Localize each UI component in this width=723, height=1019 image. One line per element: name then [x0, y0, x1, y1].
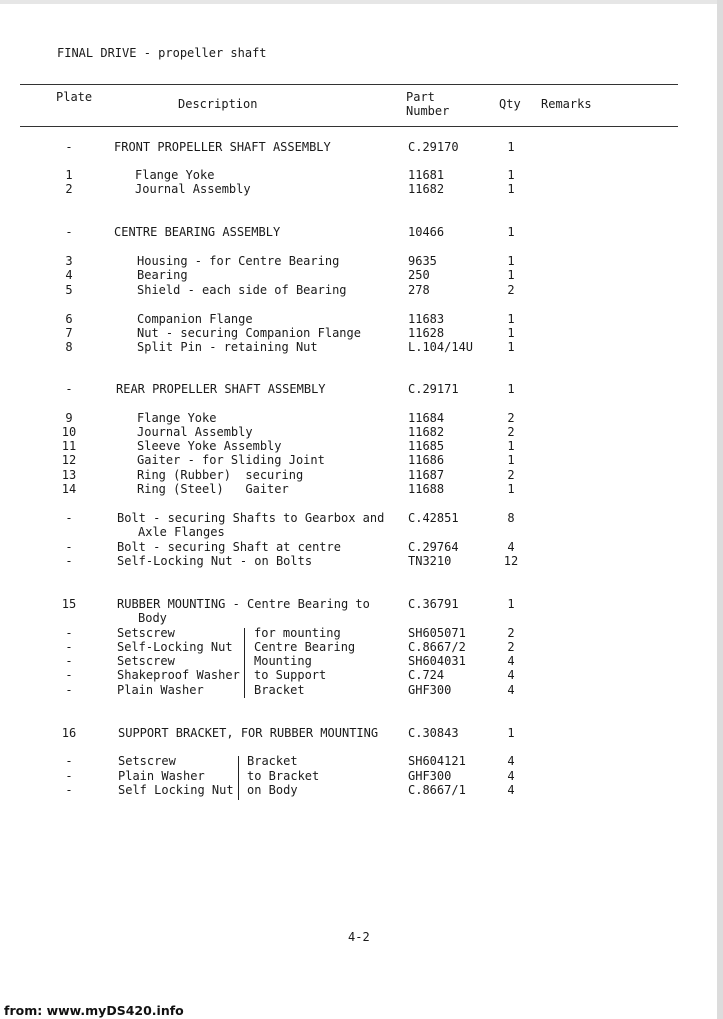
qty-cell: 4: [507, 668, 515, 682]
part-number-cell: 250: [408, 268, 430, 282]
qty-cell: 1: [507, 182, 515, 196]
description-cell: Self-Locking Nut - on Bolts: [117, 554, 313, 568]
description-cell: Housing - for Centre Bearing: [137, 254, 340, 268]
part-number-cell: 11682: [408, 182, 445, 196]
qty-cell: 1: [507, 382, 515, 396]
plate-cell: -: [65, 140, 73, 154]
part-number-cell: 11628: [408, 326, 445, 340]
plate-cell: -: [65, 668, 73, 682]
description-cell: Sleeve Yoke Assembly: [137, 439, 282, 453]
part-number-cell: SH605071: [408, 626, 466, 640]
part-number-cell: GHF300: [408, 769, 452, 783]
header-qty: Qty: [499, 97, 521, 111]
description-cell: Bolt - securing Shafts to Gearbox and: [117, 511, 385, 525]
part-number-cell: 11681: [408, 168, 445, 182]
plate-cell: 1: [65, 168, 73, 182]
qty-cell: 1: [507, 225, 515, 239]
plate-cell: -: [65, 654, 73, 668]
plate-cell: 8: [65, 340, 73, 354]
part-number-cell: L.104/14U: [408, 340, 474, 354]
page-number: 4-2: [348, 930, 370, 944]
description-cell: Setscrew: [118, 754, 176, 768]
plate-cell: 9: [65, 411, 73, 425]
group-note-cell: Bracket: [254, 683, 305, 697]
plate-cell: 11: [61, 439, 77, 453]
qty-cell: 2: [507, 283, 515, 297]
part-number-cell: C.30843: [408, 726, 459, 740]
group-bracket-line: [244, 628, 245, 698]
qty-cell: 1: [507, 140, 515, 154]
description-cell: REAR PROPELLER SHAFT ASSEMBLY: [116, 382, 326, 396]
plate-cell: -: [65, 554, 73, 568]
group-note-cell: to Bracket: [247, 769, 320, 783]
qty-cell: 1: [507, 597, 515, 611]
plate-cell: -: [65, 683, 73, 697]
qty-cell: 1: [507, 326, 515, 340]
plate-cell: -: [65, 626, 73, 640]
qty-cell: 4: [507, 683, 515, 697]
part-number-cell: C.29764: [408, 540, 459, 554]
header-plate: Plate: [56, 90, 93, 104]
qty-cell: 1: [507, 254, 515, 268]
part-number-cell: 11683: [408, 312, 445, 326]
part-number-cell: 10466: [408, 225, 445, 239]
plate-cell: 14: [61, 482, 77, 496]
description-cell: Plain Washer: [117, 683, 204, 697]
description-cell: Gaiter - for Sliding Joint: [137, 453, 325, 467]
plate-cell: 3: [65, 254, 73, 268]
part-number-cell: 11682: [408, 425, 445, 439]
group-note-cell: Mounting: [254, 654, 312, 668]
description-cell: Journal Assembly: [135, 182, 251, 196]
part-number-cell: GHF300: [408, 683, 452, 697]
description-cell: Split Pin - retaining Nut: [137, 340, 318, 354]
part-number-cell: SH604031: [408, 654, 466, 668]
group-note-cell: for mounting: [254, 626, 341, 640]
header-remarks: Remarks: [541, 97, 592, 111]
description-cell: Journal Assembly: [137, 425, 253, 439]
description-cell: Companion Flange: [137, 312, 253, 326]
part-number-cell: 11688: [408, 482, 445, 496]
group-note-cell: Bracket: [247, 754, 298, 768]
qty-cell: 1: [507, 312, 515, 326]
qty-cell: 12: [503, 554, 519, 568]
plate-cell: 5: [65, 283, 73, 297]
description-cell: Bolt - securing Shaft at centre: [117, 540, 341, 554]
header-description: Description: [178, 97, 258, 111]
qty-cell: 4: [507, 783, 515, 797]
description-cell: Setscrew: [117, 654, 175, 668]
group-bracket-line: [238, 756, 239, 800]
qty-cell: 1: [507, 168, 515, 182]
plate-cell: 2: [65, 182, 73, 196]
description-cell-continued: Axle Flanges: [138, 525, 225, 539]
description-cell: Self Locking Nut: [118, 783, 234, 797]
description-cell: CENTRE BEARING ASSEMBLY: [114, 225, 281, 239]
part-number-cell: 9635: [408, 254, 437, 268]
plate-cell: 15: [61, 597, 77, 611]
plate-cell: 12: [61, 453, 77, 467]
description-cell: FRONT PROPELLER SHAFT ASSEMBLY: [114, 140, 331, 154]
description-cell-continued: Body: [138, 611, 167, 625]
plate-cell: -: [65, 783, 73, 797]
qty-cell: 2: [507, 411, 515, 425]
qty-cell: 4: [507, 540, 515, 554]
qty-cell: 1: [507, 340, 515, 354]
qty-cell: 1: [507, 439, 515, 453]
part-number-cell: SH604121: [408, 754, 466, 768]
group-note-cell: to Support: [254, 668, 327, 682]
description-cell: Flange Yoke: [135, 168, 215, 182]
description-cell: Self-Locking Nut: [117, 640, 233, 654]
plate-cell: -: [65, 225, 73, 239]
qty-cell: 2: [507, 468, 515, 482]
group-note-cell: on Body: [247, 783, 298, 797]
qty-cell: 8: [507, 511, 515, 525]
description-cell: Ring (Steel) Gaiter: [137, 482, 289, 496]
qty-cell: 4: [507, 654, 515, 668]
plate-cell: 4: [65, 268, 73, 282]
plate-cell: -: [65, 382, 73, 396]
qty-cell: 2: [507, 626, 515, 640]
qty-cell: 1: [507, 268, 515, 282]
part-number-cell: C.42851: [408, 511, 459, 525]
description-cell: SUPPORT BRACKET, FOR RUBBER MOUNTING: [118, 726, 379, 740]
plate-cell: -: [65, 754, 73, 768]
description-cell: Shield - each side of Bearing: [137, 283, 347, 297]
part-number-cell: C.36791: [408, 597, 459, 611]
description-cell: Shakeproof Washer: [117, 668, 240, 682]
description-cell: Plain Washer: [118, 769, 205, 783]
part-number-cell: 11686: [408, 453, 445, 467]
plate-cell: 6: [65, 312, 73, 326]
part-number-cell: C.8667/2: [408, 640, 466, 654]
qty-cell: 4: [507, 754, 515, 768]
header-bottom-rule: [20, 126, 678, 127]
qty-cell: 1: [507, 453, 515, 467]
part-number-cell: 11687: [408, 468, 445, 482]
source-footer: from: www.myDS420.info: [4, 1003, 184, 1018]
header-part-number-line1: Part: [406, 90, 435, 104]
qty-cell: 2: [507, 425, 515, 439]
description-cell: Bearing: [137, 268, 188, 282]
part-number-cell: C.29170: [408, 140, 459, 154]
scan-right-edge: [717, 0, 723, 1019]
description-cell: Setscrew: [117, 626, 175, 640]
part-number-cell: TN3210: [408, 554, 452, 568]
plate-cell: -: [65, 640, 73, 654]
qty-cell: 2: [507, 640, 515, 654]
plate-cell: 7: [65, 326, 73, 340]
plate-cell: -: [65, 511, 73, 525]
qty-cell: 4: [507, 769, 515, 783]
part-number-cell: 11685: [408, 439, 445, 453]
plate-cell: 13: [61, 468, 77, 482]
group-note-cell: Centre Bearing: [254, 640, 356, 654]
qty-cell: 1: [507, 726, 515, 740]
description-cell: Ring (Rubber) securing: [137, 468, 304, 482]
plate-cell: -: [65, 540, 73, 554]
plate-cell: -: [65, 769, 73, 783]
qty-cell: 1: [507, 482, 515, 496]
part-number-cell: 278: [408, 283, 430, 297]
description-cell: RUBBER MOUNTING - Centre Bearing to: [117, 597, 370, 611]
part-number-cell: C.29171: [408, 382, 459, 396]
part-number-cell: 11684: [408, 411, 445, 425]
part-number-cell: C.724: [408, 668, 445, 682]
header-part-number-line2: Number: [406, 104, 450, 118]
header-top-rule: [20, 84, 678, 85]
part-number-cell: C.8667/1: [408, 783, 466, 797]
description-cell: Flange Yoke: [137, 411, 217, 425]
description-cell: Nut - securing Companion Flange: [137, 326, 361, 340]
plate-cell: 10: [61, 425, 77, 439]
page-title: FINAL DRIVE - propeller shaft: [57, 46, 267, 60]
scan-top-edge: [0, 0, 723, 4]
plate-cell: 16: [61, 726, 77, 740]
